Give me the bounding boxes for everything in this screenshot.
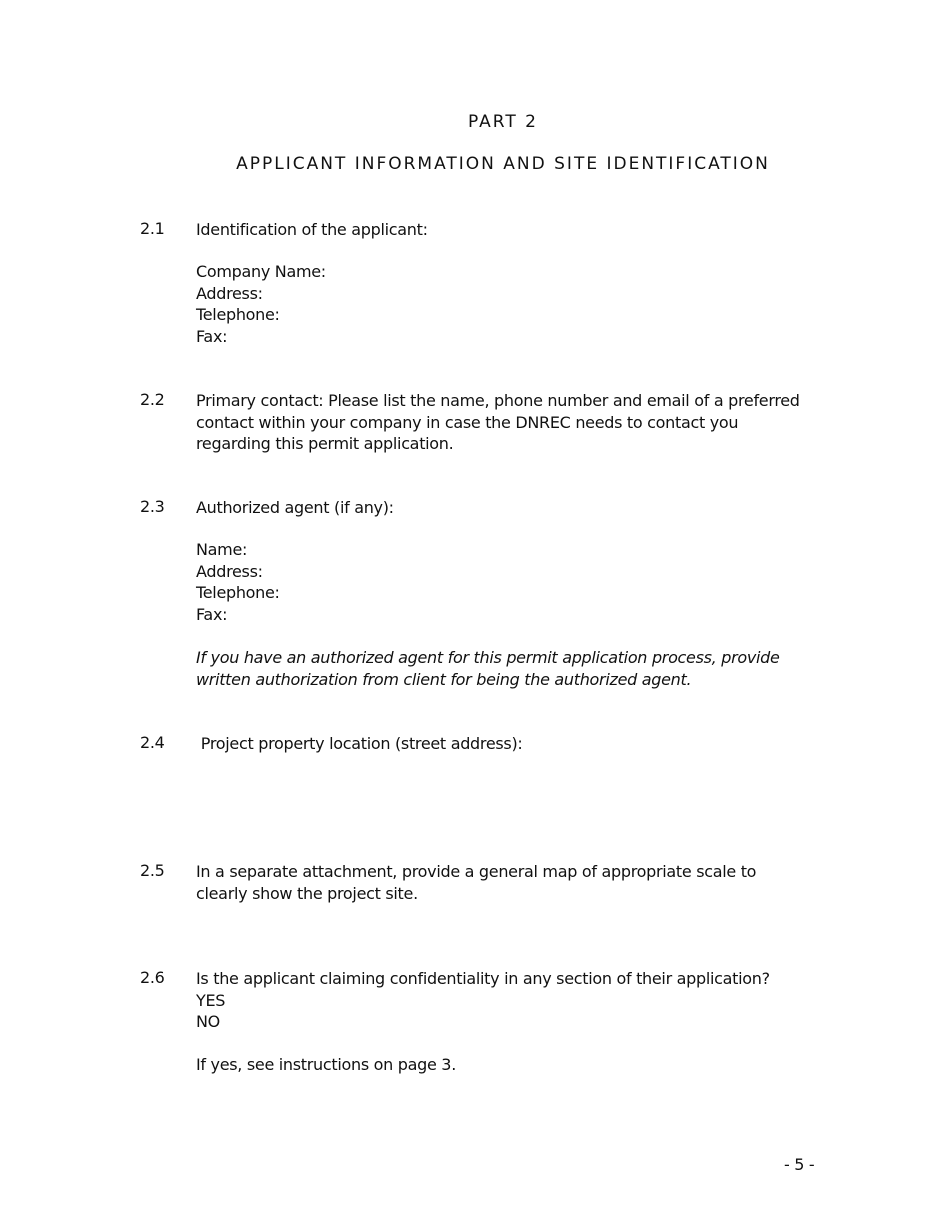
agent-fax-label: Fax: bbox=[196, 604, 228, 624]
page-number: - 5 - bbox=[784, 1155, 815, 1174]
section-number-2-3: 2.3 bbox=[140, 497, 165, 516]
section-2-3-fields bbox=[196, 539, 816, 625]
yes-option[interactable]: YES bbox=[196, 990, 226, 1010]
agent-address-label: Address: bbox=[196, 561, 263, 581]
confidentiality-note: If yes, see instructions on page 3. bbox=[196, 1055, 456, 1074]
section-2-5-text: In a separate attachment, provide a general map of appropriate scale to clearly show the project site. bbox=[196, 862, 757, 903]
section-2-2-text: Primary contact: Please list the name, phone number and email of a preferred contact within your company in case the DNREC needs to contact you regarding this permit application. bbox=[196, 391, 800, 453]
fax-label: Fax: bbox=[196, 326, 228, 346]
section-2-1-title: Identification of the applicant: bbox=[196, 220, 428, 239]
company-name-label: Company Name: bbox=[196, 262, 326, 281]
section-number-2-2: 2.2 bbox=[140, 390, 165, 409]
section-number-2-4: 2.4 bbox=[140, 733, 165, 752]
part-subtitle: APPLICANT INFORMATION AND SITE IDENTIFICATION bbox=[236, 154, 770, 174]
section-2-3-title: Authorized agent (if any): bbox=[196, 498, 394, 517]
section-number-2-5: 2.5 bbox=[140, 861, 165, 880]
section-number-2-1: 2.1 bbox=[140, 219, 165, 238]
authorized-agent-note: If you have an authorized agent for this permit application process, provide written authorization from client for being the authorized agent. bbox=[196, 648, 780, 689]
section-2-6-block bbox=[196, 968, 816, 1033]
part-title: PART 2 bbox=[468, 112, 538, 132]
telephone-label: Telephone: bbox=[196, 305, 280, 324]
no-option[interactable]: NO bbox=[196, 1012, 220, 1031]
agent-telephone-label: Telephone: bbox=[196, 583, 280, 602]
section-2-1-fields bbox=[196, 261, 816, 347]
confidentiality-question: Is the applicant claiming confidentiality in any section of their application? bbox=[196, 969, 770, 988]
agent-name-label: Name: bbox=[196, 540, 248, 559]
address-label: Address: bbox=[196, 283, 263, 303]
section-number-2-6: 2.6 bbox=[140, 968, 165, 987]
section-2-4-title: Project property location (street address): bbox=[196, 734, 523, 753]
